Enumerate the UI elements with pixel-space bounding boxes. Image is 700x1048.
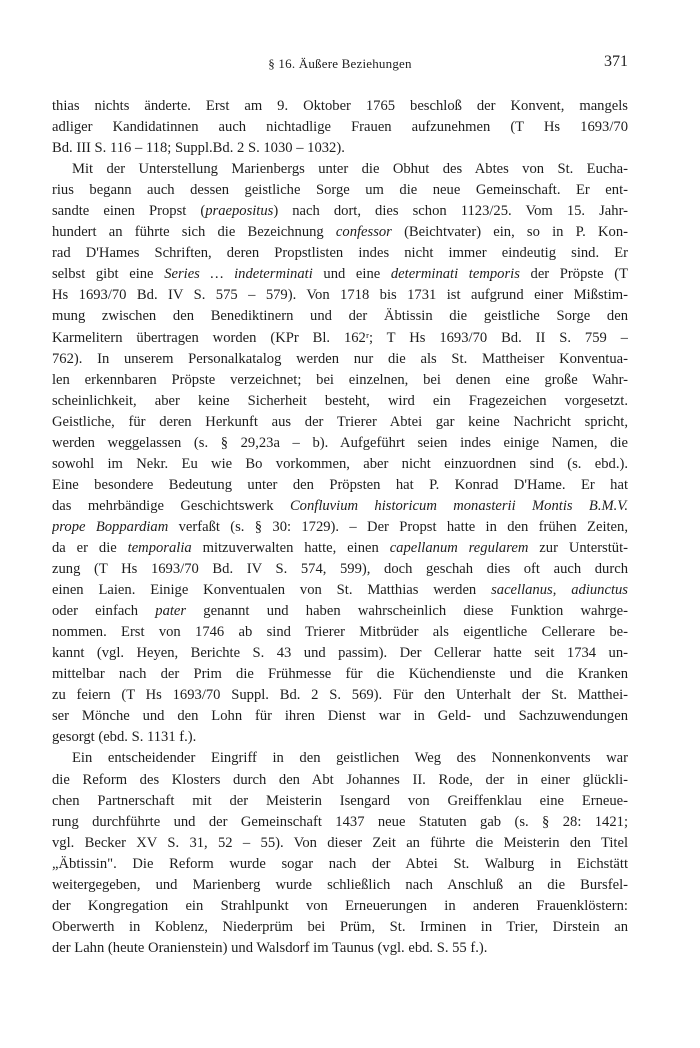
text-line: sowohl im Nekr. Eu wie Bo vorkommen, aber nicht einzuordnen sind (s. ebd.).: [52, 455, 628, 472]
italic-term: pater: [155, 603, 187, 620]
italic-term: adiunctus: [571, 582, 628, 599]
text-line: vgl. Becker XV S. 31, 52 – 55). Von dieser Zeit an führte die Meisterin den Titel: [52, 834, 628, 851]
text-line: rad D'Hames Schriften, deren Propstlisten indes nicht immer eindeutig sind. Er: [52, 245, 628, 262]
text-line: da er die temporalia mitzuverwalten hatte, einen capellanum regularem zur Unterstüt-: [52, 539, 628, 556]
body-text: [52, 96, 628, 959]
running-head: [52, 53, 628, 76]
text-line: Bd. III S. 116 – 118; Suppl.Bd. 2 S. 1030 – 1032).: [52, 140, 345, 157]
text-line: Oberwerth in Koblenz, Niederprüm bei Prüm, St. Irminen in Trier, Dirstein an: [52, 918, 628, 935]
text-line: scheinlichkeit, aber keine Sicherheit besteht, wird ein Fragezeichen vorgesetzt.: [52, 392, 628, 409]
text-line: hundert an führte sich die Bezeichnung confessor (Beichtvater) ein, so in P. Kon-: [52, 224, 628, 241]
text-line: rung durchführte und der Gemeinschaft 1437 neue Statuten gab (s. § 28: 1421;: [52, 813, 628, 830]
text-line: zu feiern (T Hs 1693/70 Suppl. Bd. 2 S. 569). Für den Unterhalt der St. Matthei-: [52, 687, 628, 704]
text-line: gesorgt (ebd. S. 1131 f.).: [52, 729, 197, 746]
text-line: sandte einen Propst (praepositus) nach dort, dies schon 1123/25. Vom 15. Jahr-: [52, 203, 628, 220]
text-line: mittelbar nach der Prim die Frühmesse für die Küchendienste und die Kranken: [52, 666, 628, 683]
italic-term: confessor: [335, 224, 392, 241]
italic-term: sacellanus: [491, 582, 553, 599]
text-line: Mit der Unterstellung Marienbergs unter die Obhut des Abtes von St. Eucha-: [72, 161, 628, 178]
paragraph: [52, 96, 628, 159]
italic-term: prope Boppardiam: [52, 518, 169, 535]
text-line: Karmelitern übertragen worden (KPr Bl. 162ʳ; T Hs 1693/70 Bd. II S. 759 –: [52, 329, 628, 346]
italic-term: Confluvium historicum monasterii Montis B.M.V.: [289, 497, 628, 514]
text-line: weitergegeben, und Marienberg wurde schließlich nach Anschluß an die Bursfel-: [52, 876, 628, 893]
text-line: „Äbtissin". Die Reform wurde sogar nach der Abtei St. Walburg in Eichstätt: [52, 855, 628, 872]
paragraph: [52, 748, 628, 958]
text-line: Ein entscheidender Eingriff in den geistlichen Weg des Nonnenkonvents war: [72, 750, 628, 767]
text-line: kannt (vgl. Heyen, Berichte S. 43 und passim). Der Cellerar hatte seit 1734 un-: [52, 645, 628, 662]
italic-term: temporalia: [127, 539, 192, 556]
page-number: 371: [604, 53, 628, 70]
text-line: adliger Kandidatinnen auch nichtadlige Frauen aufzunehmen (T Hs 1693/70: [52, 119, 628, 136]
text-line: prope Boppardiam verfaßt (s. § 30: 1729). – Der Propst hatte in den frühen Zeiten,: [52, 518, 628, 535]
text-line: selbst gibt eine Series … indeterminati und eine determinati temporis der Pröpste (T: [52, 266, 628, 283]
text-line: die Reform des Klosters durch den Abt Johannes II. Rode, der in einer glückli-: [52, 771, 628, 788]
text-line: werden weggelassen (s. § 29,23a – b). Aufgeführt seien indes einige Namen, die: [52, 434, 628, 451]
text-line: zung (T Hs 1693/70 Bd. IV S. 574, 599), doch geschah dies oft auch durch: [52, 561, 628, 578]
text-line: der Lahn (heute Oranienstein) und Walsdorf im Taunus (vgl. ebd. S. 55 f.).: [52, 939, 488, 956]
text-line: einen Laien. Einige Konventualen von St. Matthias werden sacellanus, adiunctus: [52, 582, 628, 599]
text-line: 762). In unserem Personalkatalog werden nur die als St. Mattheiser Konventua-: [52, 350, 628, 367]
italic-term: Series … indeterminati: [164, 266, 313, 283]
running-title: § 16. Äußere Beziehungen: [268, 56, 412, 71]
text-line: Eine besondere Bedeutung unter den Pröpsten hat P. Konrad D'Hame. Er hat: [52, 476, 628, 493]
text-line: thias nichts änderte. Erst am 9. Oktober 1765 beschloß der Konvent, mangels: [52, 98, 628, 114]
text-line: oder einfach pater genannt und haben wahrscheinlich diese Funktion wahrge-: [52, 603, 628, 620]
text-line: chen Partnerschaft mit der Meisterin Isengard von Greiffenklau eine Erneue-: [52, 792, 628, 809]
text-line: mung zwischen den Benediktinern und der Äbtissin die geistliche Sorge den: [52, 308, 628, 325]
italic-term: praepositus: [205, 203, 274, 220]
italic-term: capellanum regularem: [389, 539, 529, 556]
text-line: rius begann auch dessen geistliche Sorge um die neue Gemeinschaft. Er ent-: [52, 182, 628, 199]
text-line: ser Mönche und den Lohn für ihren Dienst war in Geld- und Sachzuwendungen: [52, 708, 628, 725]
text-line: das mehrbändige Geschichtswerk Confluvium historicum monasterii Montis B.M.V.: [52, 497, 628, 514]
paragraph: [52, 159, 628, 748]
text-line: nommen. Erst von 1746 ab sind Trierer Mitbrüder als eigentliche Cellerare be-: [52, 624, 628, 641]
text-line: len erkennbaren Pröpste verzeichnet; bei einzelnen, bei denen eine große Wahr-: [52, 371, 628, 388]
text-line: Hs 1693/70 Bd. IV S. 575 – 579). Von 1718 bis 1731 ist aufgrund einer Mißstim-: [52, 287, 628, 304]
italic-term: determinati temporis: [390, 266, 520, 283]
text-line: der Kongregation ein Strahlpunkt von Erneuerungen in anderen Frauenklöstern:: [52, 897, 628, 914]
text-line: Geistliche, für deren Herkunft aus der Trierer Abtei gar keine Nachricht spricht,: [52, 413, 628, 430]
